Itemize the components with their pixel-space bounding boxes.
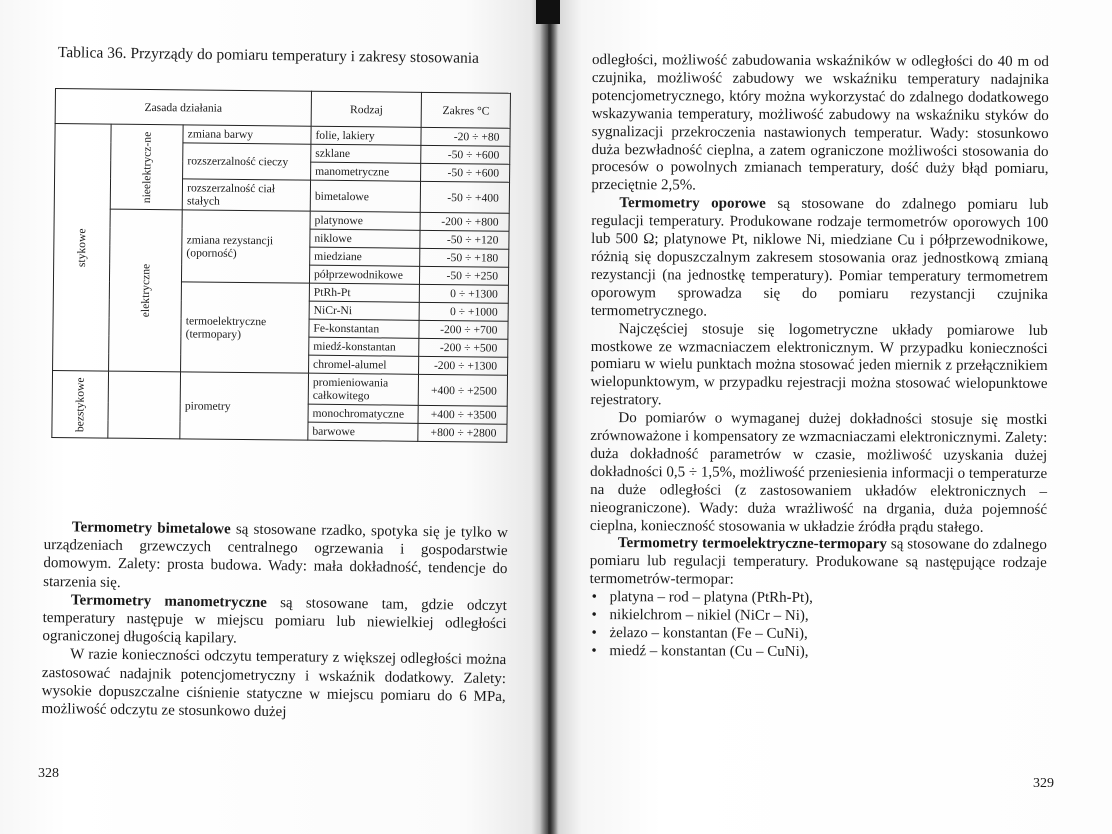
term-heading: Termometry termoelektryczne-termopary	[617, 535, 887, 553]
right-page-body	[589, 52, 1049, 663]
thermocouple-list	[589, 589, 1046, 663]
principle-cell: rozszerzalność cieczy	[183, 143, 311, 180]
kind-cell: Fe-konstantan	[309, 319, 420, 338]
kind-cell: manometryczne	[311, 162, 422, 181]
kind-cell: niklowe	[310, 229, 421, 248]
range-cell: +400 ÷ +2500	[419, 374, 508, 406]
list-item: • nikielchrom – nikiel (NiCr – Ni),	[591, 607, 809, 625]
paragraph-bimetal: Termometry bimetalowe są stosowane rzadko, spotyka się je tylko w urządzeniach grzewczych centralnego ogrzewania i gospodarstwie domowym. Zalety: prosta budowa. Wady: mała dokładność, tendencje do starzenia się.	[43, 519, 508, 591]
book-gutter	[540, 0, 558, 834]
kind-cell: półprzewodnikowe	[309, 265, 420, 284]
kind-cell: platynowe	[310, 211, 421, 230]
table-row	[54, 208, 509, 231]
range-cell: 0 ÷ +1000	[420, 302, 509, 321]
paragraph-remote-reading: W razie konieczności odczytu temperatury z większej odległości można zastosować nadajnik potencjometryczny i wskaźnik dodatkowy. Zalety: wysokie dopuszczalne ciśnienie statyczne w miejscu pomiaru do 6 MPa, możliwość odczytu ze stosunkowo dużej	[41, 646, 507, 721]
paragraph-thermocouples: Termometry termoelektryczne-termopary są stosowane do zdalnego pomiaru lub regulacji temperatury. Produkowane są następujące rodzaje termometrów-termopar:	[589, 535, 1047, 588]
temperature-table	[51, 88, 511, 443]
group-elektryczne: elektryczne	[108, 209, 182, 372]
principle-cell: rozszerzalność ciał stałych	[182, 179, 310, 211]
range-cell: 0 ÷ +1300	[420, 284, 509, 303]
range-cell: -20 ÷ +80	[421, 127, 510, 146]
bullet-icon: •	[591, 607, 597, 624]
principle-cell: zmiana barwy	[183, 125, 311, 144]
kind-cell: bimetalowe	[310, 180, 421, 212]
left-page-body	[41, 518, 508, 724]
header-range: Zakres °C	[422, 92, 511, 128]
page-number-left: 328	[38, 766, 59, 781]
range-cell: -50 ÷ +400	[421, 181, 510, 213]
paragraph-resistance: Termometry oporowe są stosowane do zdalnego pomiaru lub regulacji temperatury. Produkowane rodzaje termometrów oporowych 100 lub 500 Ω; platynowe Pt, niklowe Ni, miedziane Cu i półprzewodnikowe, różnią się dopuszczalnym zakresem stosowania oraz jednostkową zmianą rezystancji (na jednostkę temperatury). Pomiar temperatury termometrem oporowym sprowadza się do pomiaru rezystancji czujnika termometrycznego.	[590, 195, 1049, 320]
gutter-corner-shadow	[536, 0, 560, 24]
range-cell: -50 ÷ +600	[421, 163, 510, 182]
range-cell: -200 ÷ +800	[420, 212, 509, 231]
kind-cell: miedź-konstantan	[309, 337, 420, 356]
range-cell: -200 ÷ +500	[419, 338, 508, 357]
header-principle: Zasada działania	[55, 89, 311, 127]
range-cell: -50 ÷ +600	[421, 145, 510, 164]
paragraph-continuation: odległości, możliwość zabudowania wskaźników w odległości do 40 m od czujnika, możliwość zabudowy we wskaźniku temperatury nadajnika potencjometrycznego, który można wykorzystać do zdalnego dodatkowego wskazywania temperatury, możliwość zabudowy na wskaźniku styków do sygnalizacji przekroczenia nastawionych temperatur. Wady: stosunkowo duża bezwładność cieplna, a zatem ograniczone możliwości stosowania do procesów o powolnych zmianach temperatury, dość duży błąd pomiaru, przeciętnie 2,5%.	[591, 52, 1049, 194]
table-caption: Tablica 36. Przyrządy do pomiaru temperatury i zakresy stosowania	[57, 44, 480, 67]
list-item: • żelazo – konstantan (Fe – CuNi),	[591, 625, 808, 642]
bullet-icon: •	[591, 642, 597, 659]
empty-cell	[108, 371, 181, 439]
table-row	[55, 124, 510, 147]
kind-cell: NiCr-Ni	[309, 301, 420, 320]
list-item: • platyna – rod – platyna (PtRh-Pt),	[591, 589, 813, 607]
principle-cell: pirometry	[180, 372, 308, 440]
term-heading: Termometry manometryczne	[70, 592, 267, 611]
kind-cell: promieniowania całkowitego	[308, 373, 419, 405]
group-bezstykowe: bezstykowe	[52, 370, 108, 438]
table-row	[52, 370, 507, 406]
paragraph-manometric: Termometry manometryczne są stosowane tam, gdzie odczyt temperatury następuje w miejscu pomiaru lub niewielkiej odległości ograniczonej długością kapilary.	[42, 592, 507, 647]
range-cell: +800 ÷ +2800	[418, 423, 507, 442]
range-cell: -50 ÷ +120	[420, 230, 509, 249]
group-stykowe: stykowe	[53, 124, 111, 372]
table-header-row	[55, 89, 510, 129]
principle-cell: termoelektryczne (termopary)	[181, 282, 310, 373]
kind-cell: folie, lakiery	[311, 126, 422, 145]
kind-cell: szklane	[311, 144, 422, 163]
header-kind: Rodzaj	[311, 91, 422, 127]
paragraph-bridges: Do pomiarów o wymaganej dużej dokładności stosuje się mostki zrównoważone i kompensatory ze wzmacniaczami elektronicznymi. Zalety: duża dokładność parametrów w czasie, możliwość uzyskania dużej dokładności 0,5 ÷ 1,5%, możliwość przeniesienia informacji o temperaturze na duże odległości (z zastosowaniem układów elektronicznych – nieograniczone). Wady: duża wrażliwość na drgania, duża pojemność cieplna, konieczność stosowania w układzie źródła prądu stałego.	[589, 410, 1048, 536]
kind-cell: miedziane	[310, 247, 421, 266]
bullet-icon: •	[591, 625, 597, 642]
range-cell: -50 ÷ +250	[420, 266, 509, 285]
range-cell: +400 ÷ +3500	[418, 405, 507, 424]
range-cell: -200 ÷ +1300	[419, 356, 508, 375]
term-heading: Termometry oporowe	[619, 195, 766, 213]
kind-cell: PtRh-Pt	[309, 283, 420, 302]
kind-cell: barwowe	[308, 422, 419, 441]
list-item: • miedź – konstantan (Cu – CuNi),	[591, 642, 809, 660]
page-number-right: 329	[1033, 776, 1054, 791]
range-cell: -200 ÷ +700	[419, 320, 508, 339]
kind-cell: chromel-alumel	[308, 355, 419, 374]
kind-cell: monochromatyczne	[308, 404, 419, 423]
term-heading: Termometry bimetalowe	[71, 519, 231, 538]
range-cell: -50 ÷ +180	[420, 248, 509, 267]
principle-cell: zmiana rezystancji (oporność)	[182, 210, 311, 283]
group-nieelektryczne: nieelektrycz-ne	[110, 124, 183, 210]
bullet-icon: •	[591, 589, 597, 606]
paragraph-logometric: Najczęściej stosuje się logometryczne układy pomiarowe lub mostkowe ze wzmacniaczem elektronicznym. W przypadku konieczności pomiaru w wielu punktach można stosować jeden miernik z przełącznikiem wielopunktowym, w przypadku rejestracji można stosować wielopunktowe rejestratory.	[590, 320, 1048, 409]
